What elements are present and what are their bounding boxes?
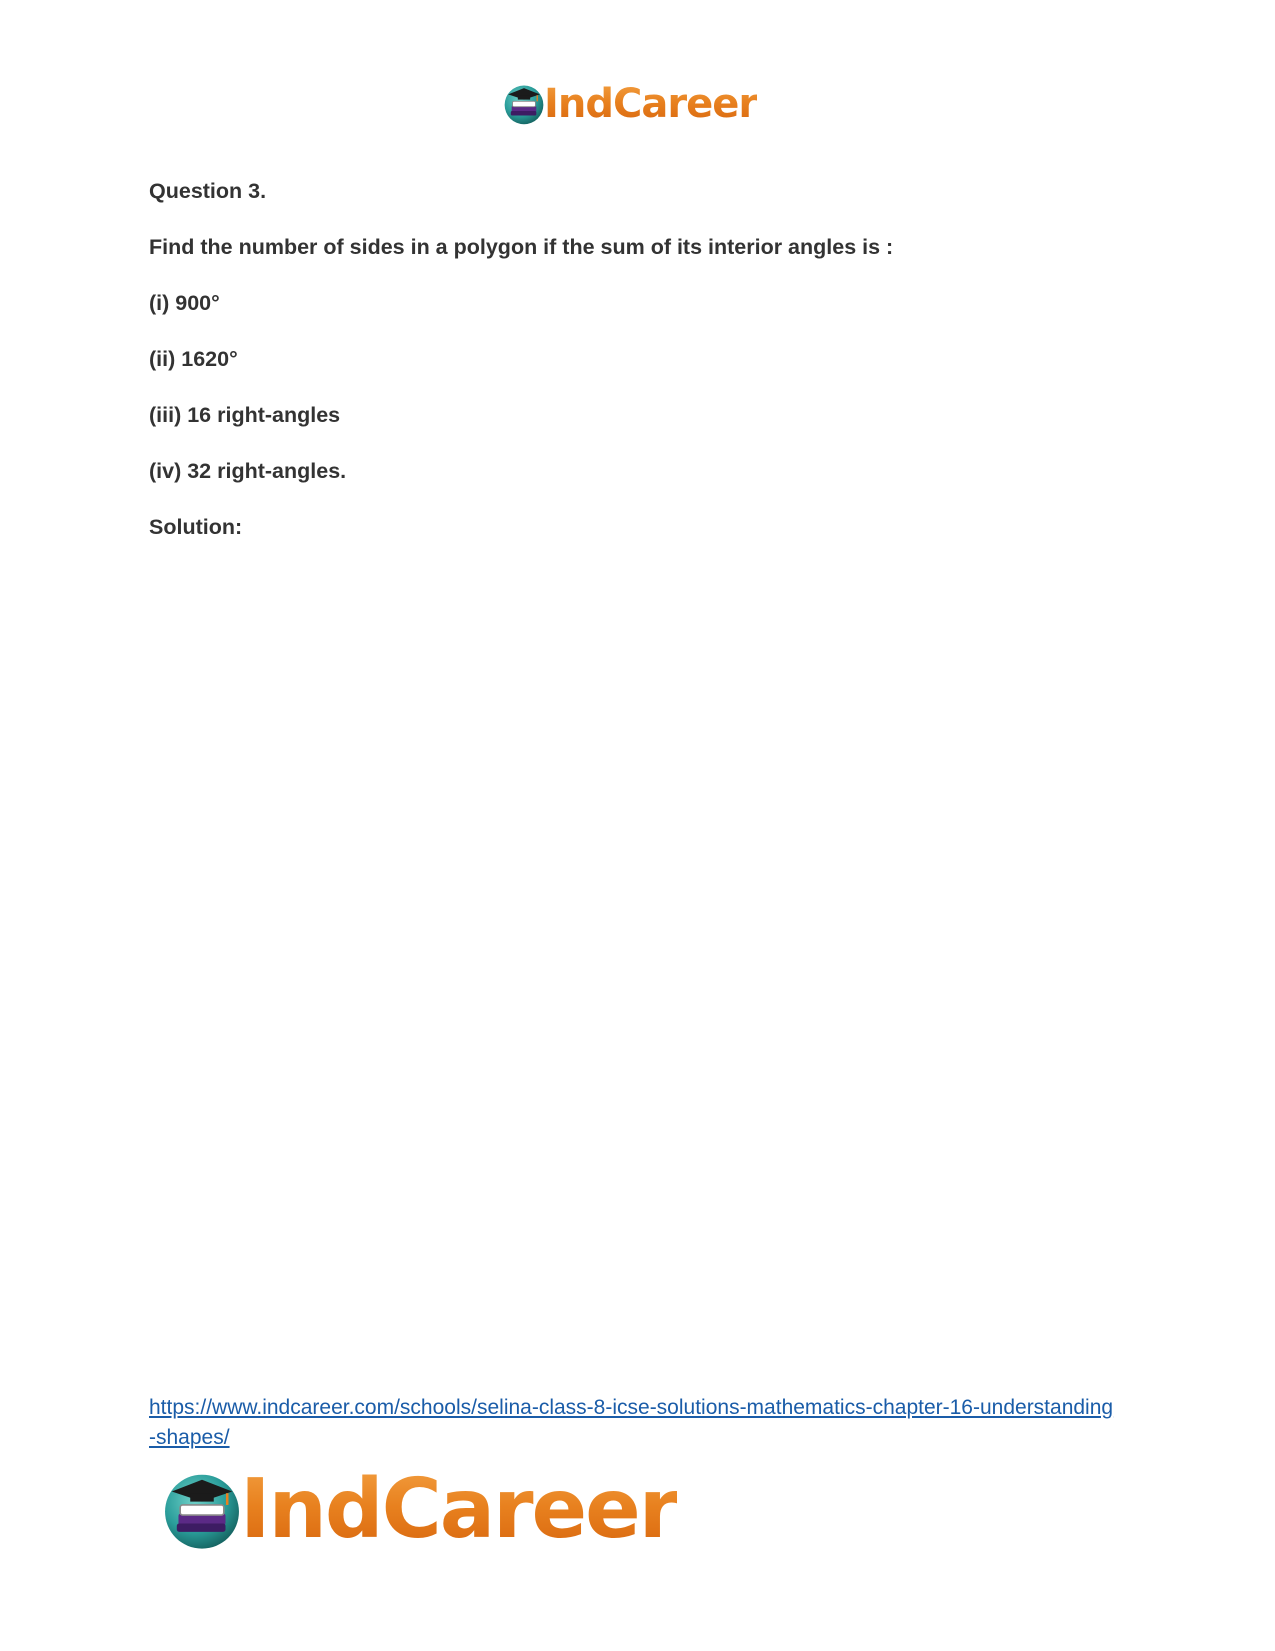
question-part-3: (iii) 16 right-angles: [149, 403, 341, 427]
question-title: Question 3.: [149, 179, 267, 203]
question-part-2: (ii) 1620°: [149, 347, 238, 371]
question-block: [149, 176, 1149, 568]
header-logo: [502, 78, 757, 130]
question-part-4: (iv) 32 right-angles.: [149, 459, 347, 483]
footer-source-link[interactable]: https://www.indcareer.com/schools/selina-class-8-icse-solutions-mathematics-chapter-16-understanding-shapes/: [149, 1396, 1114, 1449]
solution-label: Solution:: [149, 515, 243, 539]
book-graduation-cap-icon: [502, 82, 546, 126]
footer-logo: [160, 1462, 677, 1558]
question-prompt: Find the number of sides in a polygon if the sum of its interior angles is :: [149, 235, 894, 259]
book-graduation-cap-icon: [160, 1468, 244, 1552]
logo-text: IndCareer: [544, 81, 758, 127]
logo-text: IndCareer: [240, 1462, 678, 1557]
question-part-1: (i) 900°: [149, 291, 220, 315]
